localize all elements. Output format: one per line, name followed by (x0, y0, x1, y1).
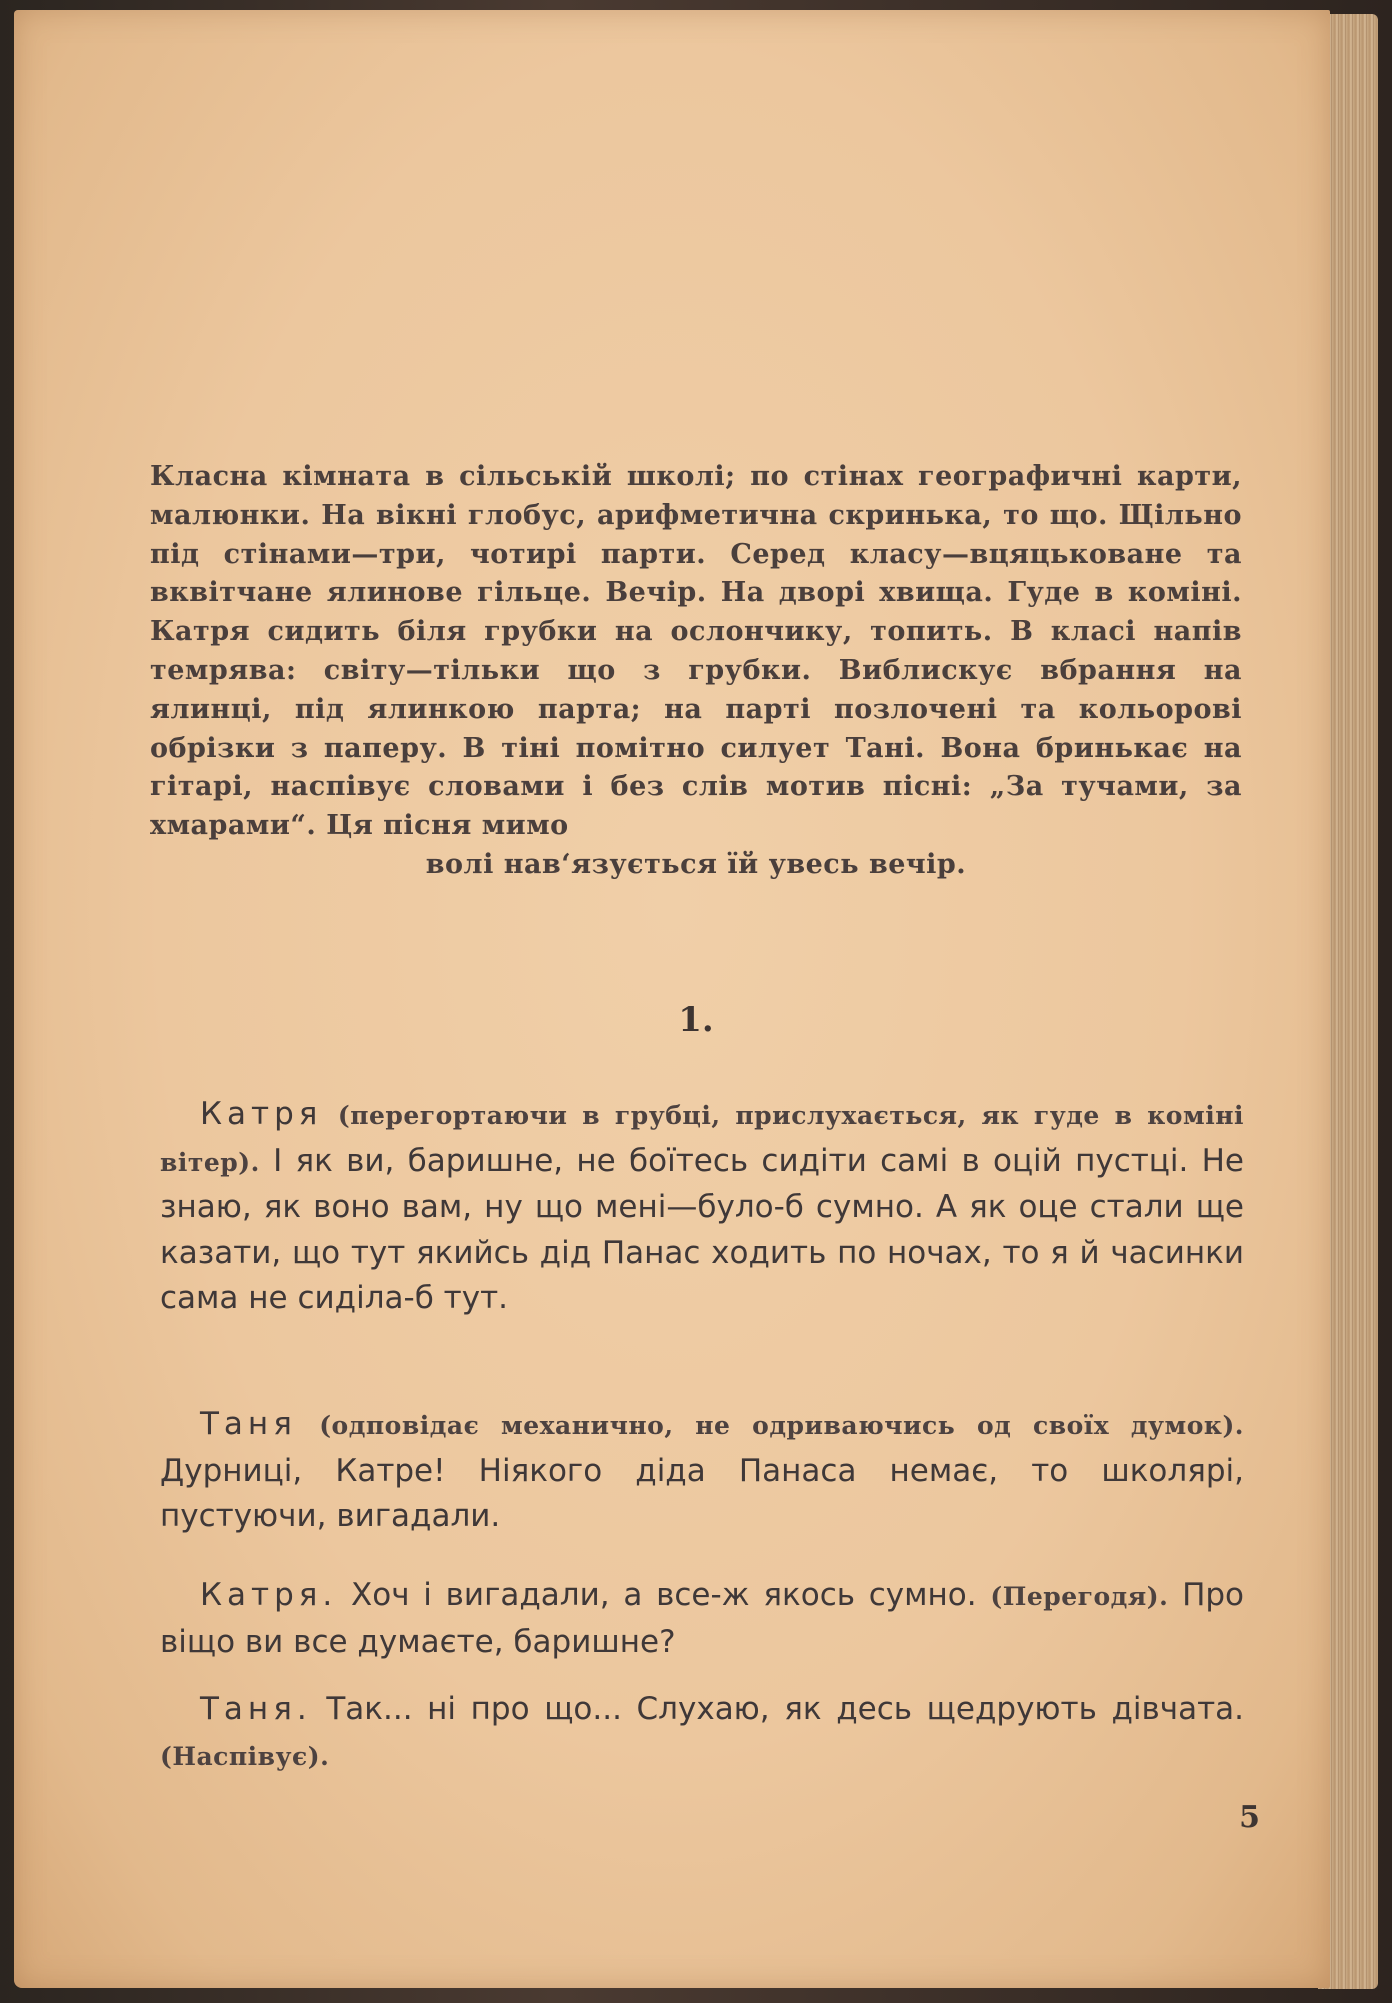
page-number: 5 (1239, 1800, 1260, 1835)
dialogue-text: Про віщо ви все думаєте, баришне? (160, 1577, 1245, 1660)
speaker-name: Катря. (200, 1577, 338, 1613)
dialogue-text: І як ви, баришне, не боїтесь сидіти самі в оцій пустці. Не знаю, як воно вам, ну що мені—було-б сумно. А як оце стали ще казати, що тут якийсь дід Панас ходить по ночах, то я й часинки сама не сиділа-б тут. (160, 1142, 1245, 1316)
dialogue-line (160, 1402, 1244, 1540)
stage-remark: (Наспівує). (160, 1741, 330, 1771)
dialogue-text: Дурниці, Катре! Ніякого діда Панаса немає, то школярі, пустуючи, вигадали. (160, 1452, 1244, 1534)
stage-remark: (перегортаючи в грубці, прислухається, як гуде в коміні вітер). (160, 1101, 1244, 1177)
stage-directions-text: Класна кімната в сільській школі; по стінах географичні карти, малюнки. На вікні глобус, арифметична скринька, то що. Щільно під стінами—три, чотирі парти. Серед класу—вцяцьковане та вквітчане ялинове гільце. Вечір. На дворі хвища. Гуде в коміні. Катря сидить біля грубки на ослончику, топить. В класі напів темрява: світу—тільки що з грубки. Виблискує вбрання на ялинці, під ялинкою парта; на парті позлочені та кольорові обрізки з паперу. В тіні помітно силует Тані. Вона бринькає на гітарі, наспівує словами і без слів мотив пісні: „За тучами, за хмарами“. Ця пісня мимо (150, 461, 1242, 842)
dialogue-line (160, 1687, 1244, 1779)
stage-directions-last-line: волі нав‘язується їй увесь вечір. (425, 848, 967, 880)
speaker-name: Таня. (200, 1691, 312, 1727)
speaker-name: Таня (200, 1406, 297, 1442)
stage-remark: (Перегодя). (990, 1582, 1169, 1611)
dialogue-text: Хоч і вигадали, а все-ж якось сумно. (351, 1577, 977, 1613)
speaker-name: Катря (200, 1096, 323, 1132)
stage-remark: (одповідає механично, не одриваючись од своїх думок). (319, 1411, 1244, 1440)
stage-directions (150, 458, 1242, 885)
dialogue-line (160, 1092, 1244, 1322)
scene-number: 1. (678, 1000, 714, 1040)
dialogue-text: Так... ні про що... Слухаю, як десь щедрують дівчата. (326, 1691, 1244, 1727)
dialogue-line (160, 1573, 1244, 1665)
